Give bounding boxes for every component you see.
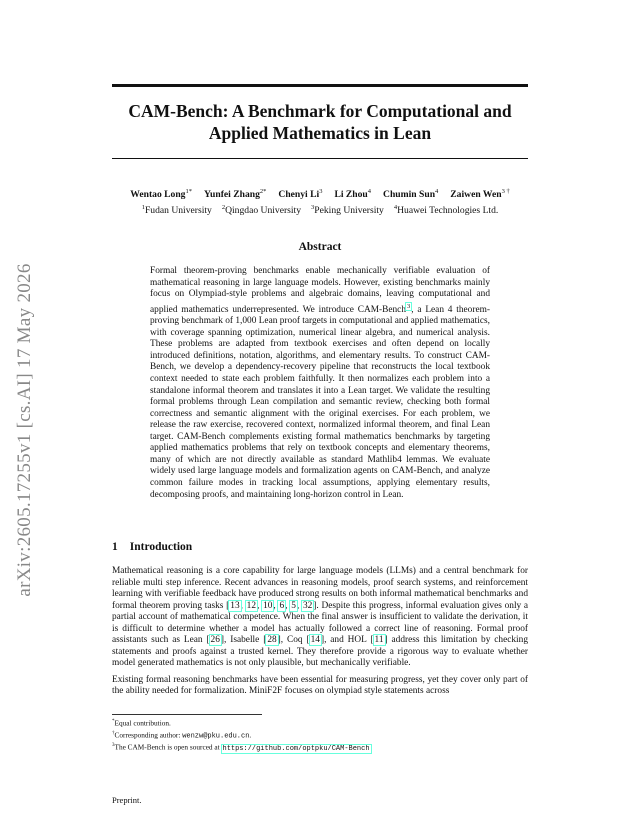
section-number: 1 xyxy=(112,541,118,553)
title-line-2: Applied Mathematics in Lean xyxy=(208,123,432,143)
footnote-rule xyxy=(112,714,262,715)
citation-link[interactable]: 32 xyxy=(302,600,313,611)
affiliation: $^2$Qingdao University xyxy=(221,203,302,216)
title-rule-top xyxy=(112,84,528,87)
paper-title xyxy=(112,100,528,144)
citation-link[interactable]: 26 xyxy=(210,635,220,646)
section-title: Introduction xyxy=(129,541,193,553)
abstract-body: Formal theorem-proving benchmarks enable mechanically verifiable evaluation of mathematical reasoning in large language models. However, existing benchmarks mainly focus on Olympiad-style problems and algebraic domains, leaving computational and applied mathematics underrepresented. We introduce CAM-Bench$^3$, a Lean 4 theorem-proving benchmark of 1,000 Lean proof targets in computational and applied mathematics, with coverage spanning optimization, numerical linear algebra, and numerical analysis. These problems are adapted from textbook exercises and often depend on locally introduced definitions, notation, algorithms, and elementary results. To construct CAM-Bench, we develop a dependency-recovery pipeline that reconstructs the local textbook context needed to state each problem faithfully. It then normalizes each problem into a standalone informal theorem and translates it into a Lean target. We validate the resulting formal problems through Lean compilation and semantic review, checking both formal correctness and semantic alignment with the original exercises. For each problem, we release the raw exercise, recovered context, normalized informal theorem, and final Lean target. CAM-Bench complements existing formal mathematics benchmarks by targeting applied mathematics problems that rely on textbook concepts and elementary theorems, many of which are not directly available as standard Mathlib4 lemmas. We evaluate widely used large language models and formalization agents on CAM-Bench, and analyze common failure modes in tracking local assumptions, applying elementary results, decomposing proofs, and maintaining long-horizon control in Lean. xyxy=(150,266,490,500)
intro-body xyxy=(112,566,528,703)
author: Chenyi Li$^3$ xyxy=(278,188,323,201)
arxiv-stamp xyxy=(6,230,44,630)
author: Chumin Sun$^4$ xyxy=(383,188,439,201)
citation-link[interactable]: 11 xyxy=(374,635,384,646)
intro-paragraph-1: Mathematical reasoning is a core capability for large language models (LLMs) and a central benchmark for reliable multi step inference. Recent advances in reasoning models, proof search systems, and reinforcement learning with verifiable feedback have produced strong results on both informal mathematical benchmarks and formal theorem proving tasks [13, 12, 10, 6, 5, 32]. Despite this progress, informal evaluation gives only a partial account of mathematical competence. When the final answer is insufficient to validate the derivation, it is difficult to determine whether a model has actually followed a correct line of reasoning. Formal proof assistants such as Lean [26], Isabelle [28], Coq [14], and HOL [11] address this limitation by checking statements and proofs against a trusted kernel. They therefore provide a rigorous way to evaluate whether model generated mathematics is not only plausible, but mechanically verifiable. xyxy=(112,566,529,669)
title-rule-bottom xyxy=(112,158,528,159)
author: Li Zhou$^4$ xyxy=(334,188,372,201)
footnote: †Corresponding author: wenzw@pku.edu.cn. xyxy=(112,730,252,741)
footnote: *Equal contribution. xyxy=(112,718,171,728)
citation-link[interactable]: 6 xyxy=(279,600,285,611)
affiliation: $^3$Peking University xyxy=(311,203,384,216)
author-names xyxy=(80,186,560,202)
preprint-label: Preprint. xyxy=(112,795,142,805)
footnote-ref[interactable]: 3 xyxy=(407,302,411,310)
citation-link[interactable]: 5 xyxy=(291,600,296,611)
citation-link[interactable]: 13 xyxy=(230,600,240,611)
affiliations xyxy=(80,202,560,218)
email: wenzw@pku.edu.cn xyxy=(182,732,250,741)
citation-link[interactable]: 12 xyxy=(246,600,257,611)
author: Wentao Long$^{1*}$ xyxy=(130,188,192,201)
abstract-heading: Abstract xyxy=(298,241,342,253)
citation-link[interactable]: 10 xyxy=(263,600,273,611)
repo-link[interactable]: https://github.com/optpku/CAM-Bench xyxy=(222,744,370,753)
section-heading xyxy=(112,541,192,553)
author-block xyxy=(80,186,560,217)
author: Zaiwen Wen$^{3 \dagger}$ xyxy=(450,188,510,201)
citation-link[interactable]: 14 xyxy=(310,635,320,646)
affiliation: $^4$Huawei Technologies Ltd. xyxy=(393,203,499,216)
author: Yunfei Zhang$^{2*}$ xyxy=(203,188,267,201)
affiliation: $^1$Fudan University xyxy=(141,203,212,216)
title-line-1: CAM-Bench: A Benchmark for Computational and xyxy=(128,101,512,121)
arxiv-id: arXiv:2605.17255v1 [cs.AI] 17 May 2026 xyxy=(14,263,35,597)
footnotes xyxy=(112,717,528,754)
citation-link[interactable]: 28 xyxy=(267,635,277,646)
intro-paragraph-2: Existing formal reasoning benchmarks have been essential for measuring progress, yet they cover only part of the ability needed for formalization. MiniF2F focuses on olympiad style statements across xyxy=(112,674,528,697)
footnote: $^3$The CAM-Bench is open sourced at https://github.com/optpku/CAM-Bench xyxy=(112,742,370,753)
